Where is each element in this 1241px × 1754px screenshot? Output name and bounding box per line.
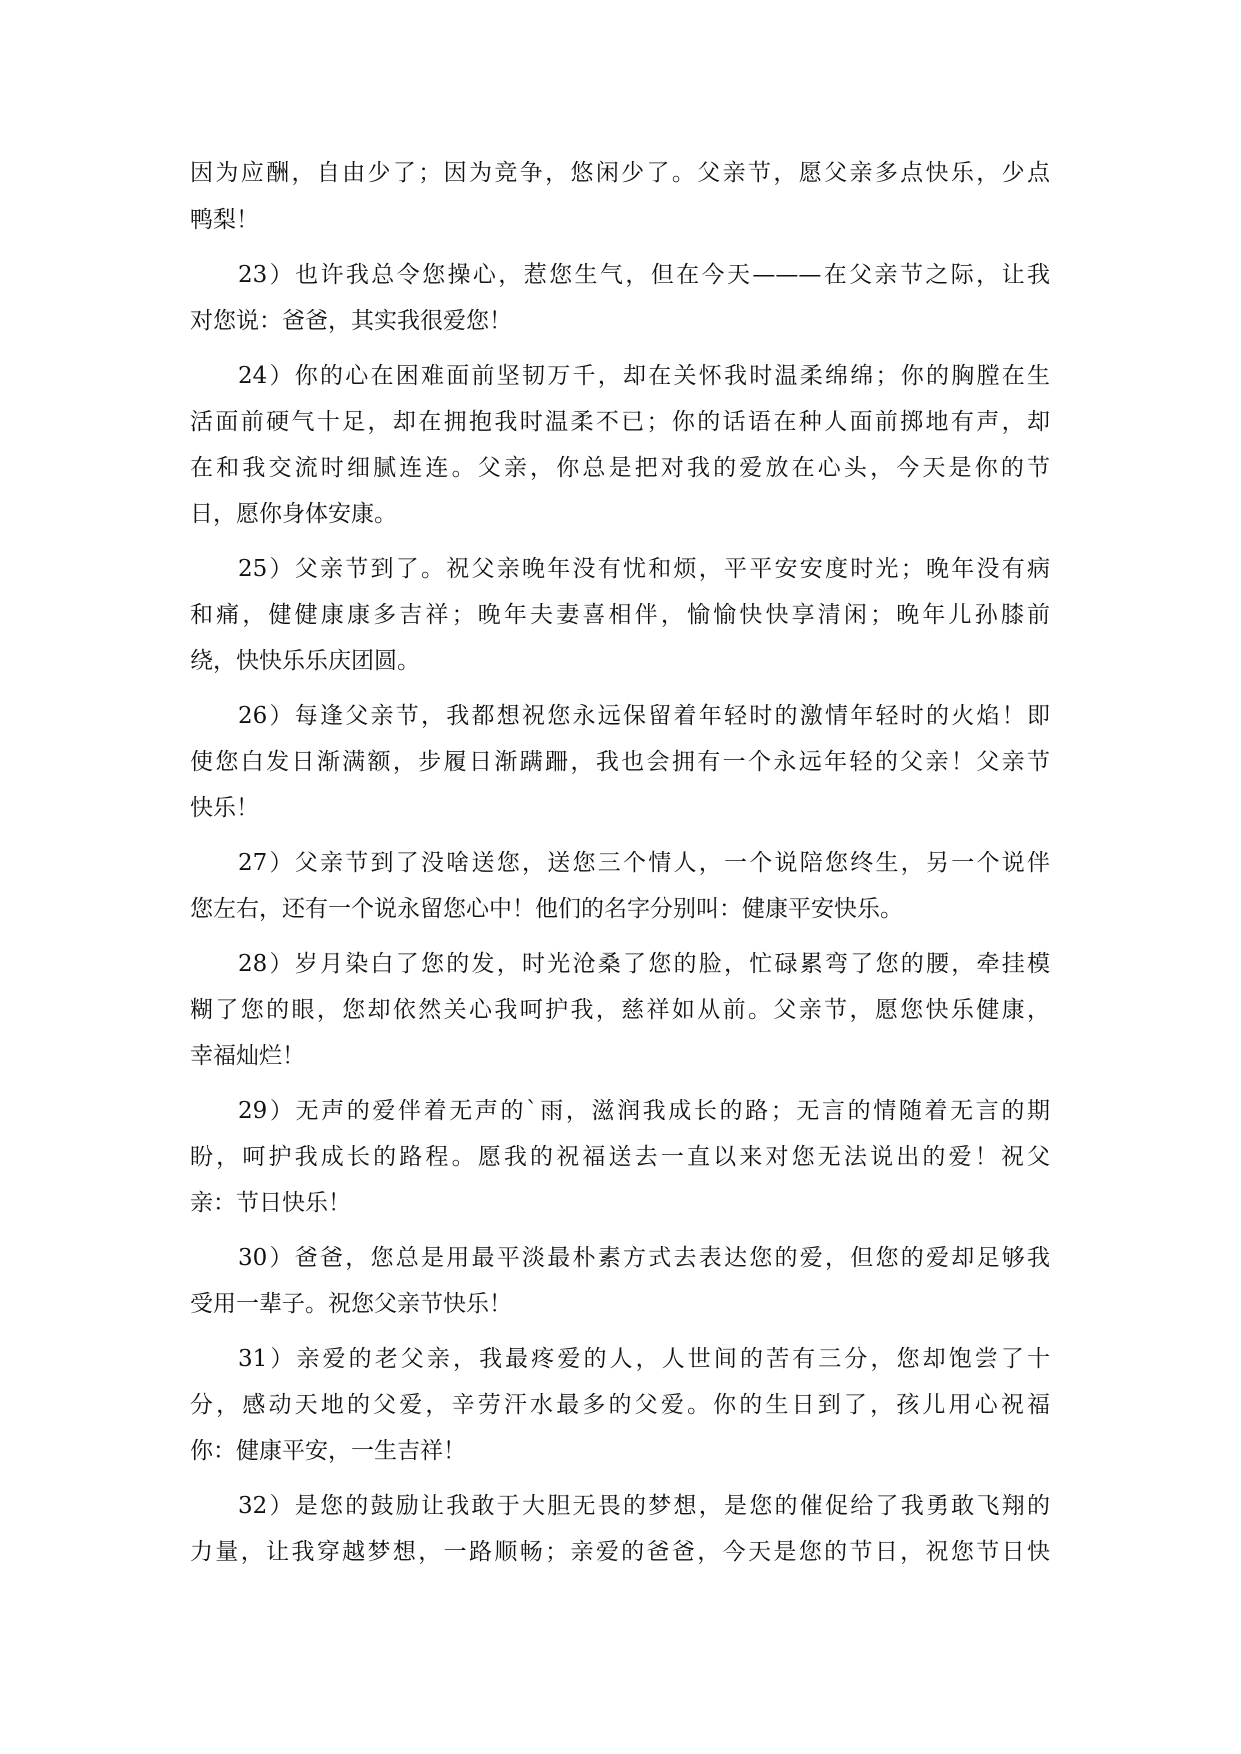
text-line: 日，愿你身体安康。 (190, 501, 397, 527)
text-line: 对您说：爸爸，其实我很爱您！ (190, 308, 512, 334)
paragraph-24-line: 24）你的心在困难面前坚韧万千，却在关怀我时温柔绵绵；你的胸膛在生 (238, 363, 1050, 389)
text-line: 鸭梨！ (190, 207, 259, 233)
text-line: 和痛，健健康康多吉祥；晚年夫妻喜相伴，愉愉快快享清闲；晚年儿孙膝前 (190, 602, 1050, 628)
text-line: 绕，快快乐乐庆团圆。 (190, 648, 420, 674)
paragraph-30-line: 30）爸爸，您总是用最平淡最朴素方式去表达您的爱，但您的爱却足够我 (238, 1245, 1050, 1271)
text-line: 盼，呵护我成长的路程。愿我的祝福送去一直以来对您无法说出的爱！祝父 (190, 1144, 1050, 1170)
text-line: 快乐！ (190, 795, 259, 821)
text-line: 分，感动天地的父爱，辛劳汗水最多的父爱。你的生日到了，孩儿用心祝福 (190, 1392, 1050, 1418)
text-line: 您左右，还有一个说永留您心中！他们的名字分别叫：健康平安快乐。 (190, 896, 903, 922)
text-line: 力量，让我穿越梦想，一路顺畅；亲爱的爸爸，今天是您的节日，祝您节日快 (190, 1539, 1050, 1565)
text-line: 亲：节日快乐！ (190, 1190, 351, 1216)
paragraph-28-line: 28）岁月染白了您的发，时光沧桑了您的脸，忙碌累弯了您的腰，牵挂模 (238, 951, 1050, 977)
text-line: 幸福灿烂！ (190, 1043, 305, 1069)
text-line: 在和我交流时细腻连连。父亲，你总是把对我的爱放在心头，今天是你的节 (190, 455, 1050, 481)
text-line: 因为应酬，自由少了；因为竞争，悠闲少了。父亲节，愿父亲多点快乐，少点 (190, 160, 1050, 186)
paragraph-27-line: 27）父亲节到了没啥送您，送您三个情人，一个说陪您终生，另一个说伴 (238, 850, 1050, 876)
text-line: 使您白发日渐满额，步履日渐蹒跚，我也会拥有一个永远年轻的父亲！父亲节 (190, 749, 1050, 775)
paragraph-26-line: 26）每逢父亲节，我都想祝您永远保留着年轻时的激情年轻时的火焰！即 (238, 703, 1050, 729)
paragraph-32-line: 32）是您的鼓励让我敢于大胆无畏的梦想，是您的催促给了我勇敢飞翔的 (238, 1493, 1050, 1519)
paragraph-25-line: 25）父亲节到了。祝父亲晚年没有忧和烦，平平安安度时光；晚年没有病 (238, 556, 1050, 582)
text-line: 活面前硬气十足，却在拥抱我时温柔不已；你的话语在种人面前掷地有声，却 (190, 409, 1050, 435)
paragraph-23-line: 23）也许我总令您操心，惹您生气，但在今天———在父亲节之际，让我 (238, 262, 1050, 288)
text-line: 受用一辈子。祝您父亲节快乐！ (190, 1291, 512, 1317)
text-line: 你：健康平安，一生吉祥！ (190, 1438, 466, 1464)
text-line: 糊了您的眼，您却依然关心我呵护我，慈祥如从前。父亲节，愿您快乐健康， (190, 997, 1050, 1023)
paragraph-29-line: 29）无声的爱伴着无声的`雨，滋润我成长的路；无言的情随着无言的期 (238, 1098, 1050, 1124)
paragraph-31-line: 31）亲爱的老父亲，我最疼爱的人，人世间的苦有三分，您却饱尝了十 (238, 1346, 1050, 1372)
